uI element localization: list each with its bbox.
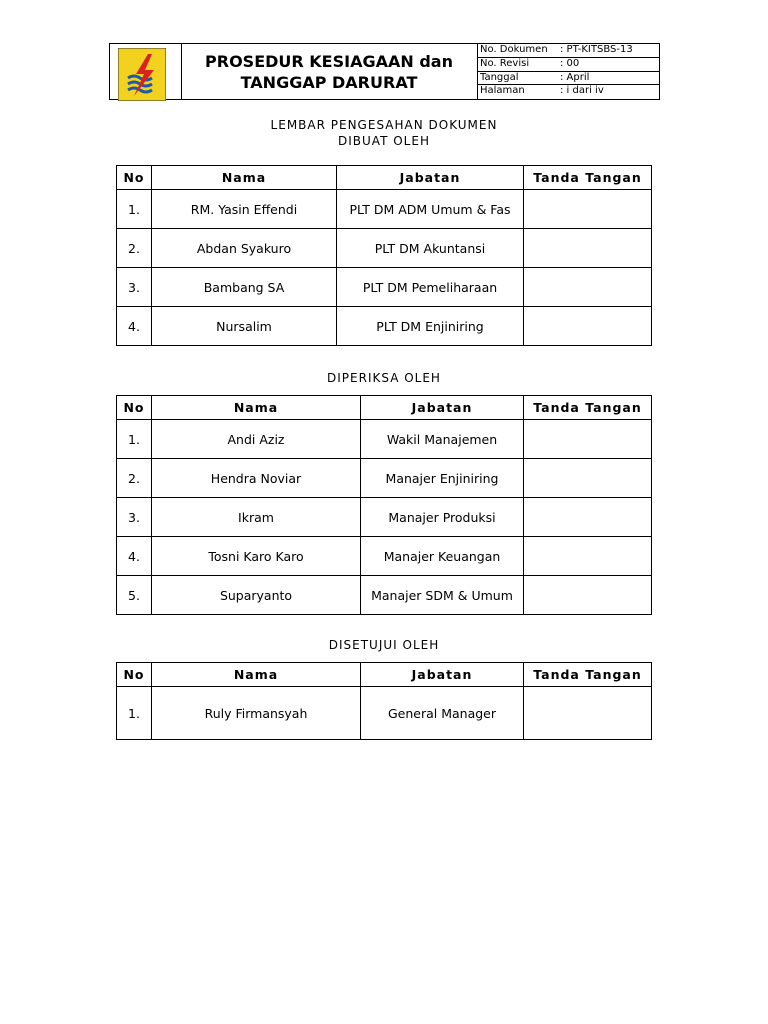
table-row	[117, 229, 652, 268]
cell-jabatan: PLT DM Enjiniring	[337, 307, 524, 346]
cell-nama: Abdan Syakuro	[152, 229, 337, 268]
cell-nama: Nursalim	[152, 307, 337, 346]
cell-jabatan: PLT DM Akuntansi	[337, 229, 524, 268]
col-header-nama: Nama	[152, 663, 361, 687]
meta-row	[478, 72, 660, 86]
cell-signature	[524, 687, 652, 740]
cell-signature	[524, 459, 652, 498]
meta-label: Halaman	[480, 85, 525, 97]
pln-logo	[118, 48, 166, 101]
table-dibuat	[116, 165, 652, 346]
document-header	[109, 43, 660, 100]
cell-no: 2.	[117, 229, 152, 268]
cell-signature	[524, 268, 652, 307]
meta-row	[478, 85, 660, 99]
cell-signature	[524, 420, 652, 459]
table-row	[117, 576, 652, 615]
section-title-dibuat: DIBUAT OLEH	[338, 134, 430, 148]
cell-nama: Tosni Karo Karo	[152, 537, 361, 576]
col-header-ttd: Tanda Tangan	[524, 396, 652, 420]
section-title-diperiksa: DIPERIKSA OLEH	[327, 371, 441, 385]
table-row	[117, 420, 652, 459]
table-row	[117, 268, 652, 307]
cell-no: 1.	[117, 420, 152, 459]
table-header-row	[117, 166, 652, 190]
col-header-jabatan: Jabatan	[361, 396, 524, 420]
cell-signature	[524, 576, 652, 615]
cell-signature	[524, 537, 652, 576]
table-row	[117, 459, 652, 498]
cell-jabatan: General Manager	[361, 687, 524, 740]
document-title	[181, 44, 478, 99]
col-header-ttd: Tanda Tangan	[524, 166, 652, 190]
title-line-2: TANGGAP DARURAT	[240, 72, 418, 92]
table-disetujui	[116, 662, 652, 740]
title-line-1: PROSEDUR KESIAGAAN dan	[205, 51, 453, 71]
cell-jabatan: PLT DM Pemeliharaan	[337, 268, 524, 307]
cell-nama: Andi Aziz	[152, 420, 361, 459]
meta-label: No. Dokumen	[480, 44, 548, 55]
col-header-no: No	[117, 396, 152, 420]
table-row	[117, 537, 652, 576]
table-row	[117, 190, 652, 229]
cell-no: 4.	[117, 537, 152, 576]
cell-no: 5.	[117, 576, 152, 615]
col-header-jabatan: Jabatan	[361, 663, 524, 687]
page-title: LEMBAR PENGESAHAN DOKUMEN	[270, 118, 498, 132]
logo-cell	[110, 44, 182, 99]
col-header-no: No	[117, 166, 152, 190]
cell-nama: Ikram	[152, 498, 361, 537]
cell-no: 1.	[117, 190, 152, 229]
cell-jabatan: Manajer Produksi	[361, 498, 524, 537]
col-header-ttd: Tanda Tangan	[524, 663, 652, 687]
table-row	[117, 498, 652, 537]
cell-no: 3.	[117, 498, 152, 537]
cell-signature	[524, 229, 652, 268]
cell-nama: Ruly Firmansyah	[152, 687, 361, 740]
cell-signature	[524, 190, 652, 229]
col-header-jabatan: Jabatan	[337, 166, 524, 190]
table-header-row	[117, 663, 652, 687]
meta-row	[478, 58, 660, 72]
table-row	[117, 307, 652, 346]
cell-nama: Hendra Noviar	[152, 459, 361, 498]
meta-value: : i dari iv	[560, 85, 604, 97]
cell-no: 4.	[117, 307, 152, 346]
cell-no: 1.	[117, 687, 152, 740]
col-header-nama: Nama	[152, 396, 361, 420]
cell-signature	[524, 498, 652, 537]
cell-jabatan: PLT DM ADM Umum & Fas	[337, 190, 524, 229]
cell-nama: RM. Yasin Effendi	[152, 190, 337, 229]
cell-signature	[524, 307, 652, 346]
cell-no: 3.	[117, 268, 152, 307]
section-title-disetujui: DISETUJUI OLEH	[328, 638, 440, 652]
col-header-no: No	[117, 663, 152, 687]
meta-value: : PT-KITSBS-13	[560, 44, 633, 55]
table-diperiksa	[116, 395, 652, 615]
table-row	[117, 687, 652, 740]
meta-label: No. Revisi	[480, 57, 530, 69]
meta-row	[478, 44, 660, 58]
cell-jabatan: Manajer Keuangan	[361, 537, 524, 576]
cell-jabatan: Manajer SDM & Umum	[361, 576, 524, 615]
document-meta	[478, 44, 660, 99]
col-header-nama: Nama	[152, 166, 337, 190]
cell-jabatan: Wakil Manajemen	[361, 420, 524, 459]
meta-value: : 00	[560, 57, 580, 69]
meta-label: Tanggal	[480, 71, 519, 83]
cell-nama: Suparyanto	[152, 576, 361, 615]
cell-nama: Bambang SA	[152, 268, 337, 307]
cell-jabatan: Manajer Enjiniring	[361, 459, 524, 498]
table-header-row	[117, 396, 652, 420]
meta-value: : April	[560, 71, 590, 83]
cell-no: 2.	[117, 459, 152, 498]
